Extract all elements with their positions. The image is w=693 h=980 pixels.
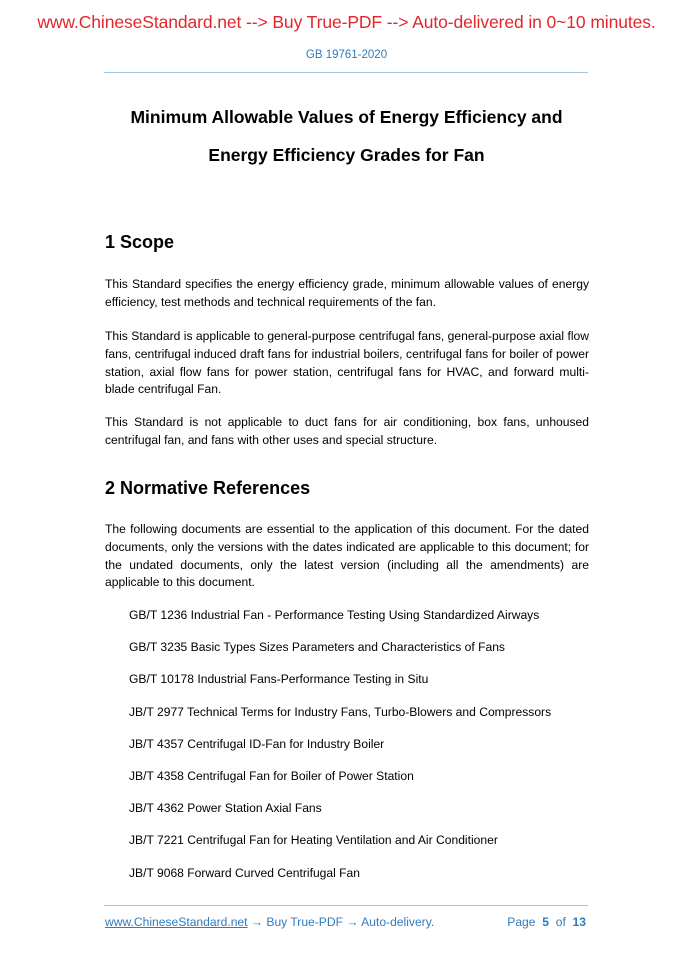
reference-item: JB/T 4358 Centrifugal Fan for Boiler of Power Station (129, 768, 414, 783)
footer-site-link[interactable]: www.ChineseStandard.net (105, 915, 248, 929)
footer-delivery-text: Auto-delivery. (361, 915, 435, 929)
reference-item: JB/T 9068 Forward Curved Centrifugal Fan (129, 865, 361, 880)
reference-item: JB/T 2977 Technical Terms for Industry Fans, Turbo-Blowers and Compressors (129, 704, 552, 719)
document-title (0, 98, 693, 174)
section-heading-scope: 1 Scope (105, 232, 175, 252)
scope-paragraph-2: This Standard is applicable to general-purpose centrifugal fans, general-purpose axial flow fans, centrifugal induced draft fans for industrial boilers, centrifugal fans for boiler of power station, axial flow fans for power station, centrifugal fans for HVAC, and forward multi-blade centrifugal Fan. (105, 329, 589, 397)
arrow-right-icon: → (346, 915, 359, 929)
footer-divider (104, 905, 588, 906)
reference-item: GB/T 10178 Industrial Fans-Performance Testing in Situ (129, 672, 429, 687)
document-code: GB 19761-2020 (305, 49, 388, 61)
document-title-line-2: Energy Efficiency Grades for Fan (208, 145, 485, 165)
normative-references-intro: The following documents are essential to the application of this document. For the dated documents, only the versions with the dates indicated are applicable to this document; for the undated documents, only the latest version (including all the amendments) are applicable to this document. (105, 522, 589, 590)
total-page-count: 13 (572, 915, 586, 929)
footer-buy-text: Buy True-PDF (266, 915, 343, 929)
section-heading-normative-references: 2 Normative References (105, 478, 311, 498)
promo-banner[interactable]: www.ChineseStandard.net --> Buy True-PDF --> Auto-delivered in 0~10 minutes. (37, 12, 656, 32)
scope-paragraph-3: This Standard is not applicable to duct fans for air conditioning, box fans, unhoused centrifugal fan, and fans with other uses and special structure. (105, 415, 589, 447)
reference-item: JB/T 4362 Power Station Axial Fans (129, 801, 322, 816)
reference-list (129, 607, 589, 897)
reference-item: JB/T 7221 Centrifugal Fan for Heating Ventilation and Air Conditioner (129, 833, 498, 848)
reference-item: JB/T 4357 Centrifugal ID-Fan for Industry Boiler (129, 736, 385, 751)
document-title-line-1: Minimum Allowable Values of Energy Efficiency and (130, 107, 563, 127)
current-page-number: 5 (542, 915, 549, 929)
page-label: Page (507, 915, 536, 929)
reference-item: GB/T 3235 Basic Types Sizes Parameters and Characteristics of Fans (129, 640, 505, 655)
page-number-indicator (507, 915, 586, 929)
arrow-right-icon: → (250, 915, 263, 929)
header-divider (104, 72, 588, 73)
page-of-label: of (555, 915, 566, 929)
footer-promo (105, 915, 434, 929)
scope-paragraph-1: This Standard specifies the energy efficiency grade, minimum allowable values of energy efficiency, test methods and technical requirements of the fan. (105, 277, 589, 309)
reference-item: GB/T 1236 Industrial Fan - Performance Testing Using Standardized Airways (129, 608, 540, 622)
